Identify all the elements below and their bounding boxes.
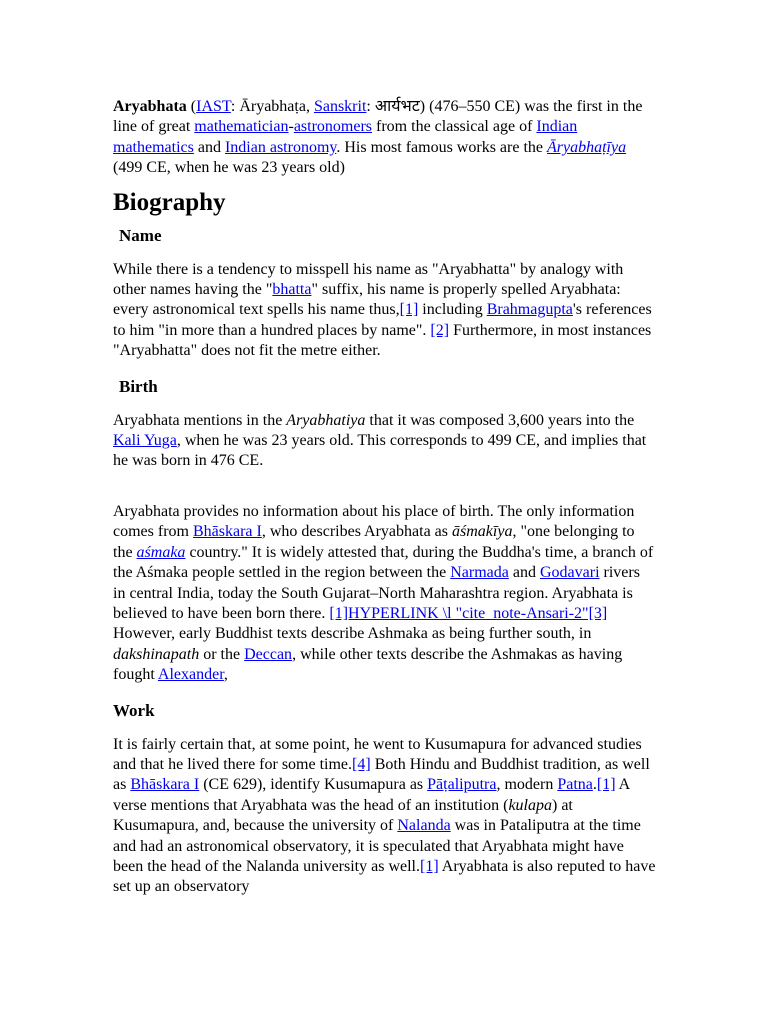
- link-aryabhatiya[interactable]: Āryabhaṭīya: [547, 138, 627, 156]
- text: , when he was 23 years old. This corresponds to 499 CE, and implies that he was born in 476 CE.: [113, 432, 647, 470]
- text: However, early Buddhist texts describe Ashmaka as being further south, in: [113, 625, 592, 643]
- intro-paragraph: [113, 0, 656, 179]
- heading-work: Work: [113, 700, 155, 720]
- text: Aryabhata provides no information about his place of birth. The only information comes from: [113, 502, 635, 541]
- work-paragraph: [113, 735, 656, 898]
- link-alexander[interactable]: Alexander: [157, 666, 224, 684]
- birth-paragraph-2: [113, 502, 656, 686]
- text: and: [508, 564, 540, 582]
- link-asmaka[interactable]: aśmaka: [136, 543, 186, 561]
- link-astronomers[interactable]: astronomers: [293, 118, 373, 136]
- text: While there is a tendency to misspell his name as "Aryabhatta" by analogy with other names having the ": [113, 260, 624, 299]
- ref-link-1[interactable]: [1]: [399, 301, 419, 319]
- link-bhaskara-i[interactable]: Bhāskara I: [192, 523, 262, 541]
- text: Furthermore, in most instances "Aryabhatta" does not fit the metre either.: [113, 321, 652, 360]
- link-pataliputra[interactable]: Pāṭaliputra: [427, 776, 497, 794]
- text: , modern: [496, 776, 558, 794]
- heading-biography: Biography: [113, 188, 226, 216]
- name-paragraph: [113, 260, 656, 362]
- link-iast[interactable]: IAST: [196, 98, 231, 115]
- link-nalanda[interactable]: Nalanda: [397, 817, 451, 835]
- ref-link-1b[interactable]: [1]: [420, 857, 439, 875]
- text: It is fairly certain that, at some point, he went to Kusumapura for advanced studies and that he lived there for some time.: [113, 735, 642, 773]
- text: Both Hindu and Buddhist tradition, as well as: [113, 755, 650, 794]
- text: country." It is widely attested that, during the Buddha's time, a branch of the Aśmaka people settled in the region between the: [113, 543, 654, 582]
- text: . His most famous works are the: [336, 138, 547, 156]
- heading-birth: Birth: [119, 376, 158, 396]
- heading-name: Name: [119, 225, 162, 245]
- link-indian-mathematics[interactable]: Indian mathematics: [113, 118, 578, 156]
- article-subject: Aryabhata: [113, 98, 187, 115]
- link-bhaskara-i-work[interactable]: Bhāskara I: [130, 776, 200, 794]
- link-patna[interactable]: Patna: [557, 776, 593, 794]
- text: : आर्यभट) (476–550 CE) was the first in the line of great: [113, 98, 643, 136]
- text: , who describes Aryabhata as: [261, 523, 453, 541]
- link-sanskrit[interactable]: Sanskrit: [313, 98, 367, 115]
- text: ,: [223, 666, 228, 684]
- text: ) at Kusumapura, and, because the university of: [113, 796, 573, 835]
- link-mathematician[interactable]: mathematician: [194, 118, 289, 136]
- text: (CE 629), identify Kusumapura as: [199, 776, 428, 794]
- italic-kulapa: kulapa: [508, 796, 552, 814]
- text: including: [418, 301, 487, 319]
- text: -: [288, 118, 294, 136]
- link-indian-astronomy[interactable]: Indian astronomy: [224, 138, 337, 156]
- link-deccan[interactable]: Deccan: [244, 645, 293, 663]
- text: Aryabhata is also reputed to have set up an observatory: [113, 857, 656, 896]
- text: " suffix, his name is properly spelled Aryabhata: every astronomical text spells his name thus,: [113, 281, 621, 319]
- link-brahmagupta[interactable]: Brahmagupta: [486, 301, 573, 319]
- text: 's references to him "in more than a hundred places by name".: [113, 301, 652, 339]
- link-bhatta[interactable]: bhatta: [272, 281, 312, 299]
- text: rivers in central India, today the South Gujarat–North Maharashtra region. Aryabhata is believed to have been born there.: [113, 564, 640, 622]
- italic-aryabhatiya: Aryabhatiya: [286, 411, 366, 429]
- text: that it was composed 3,600 years into the: [365, 411, 635, 429]
- text: : Āryabhaṭa,: [230, 98, 314, 115]
- text: and: [193, 138, 225, 156]
- link-kali-yuga[interactable]: Kali Yuga: [113, 432, 177, 450]
- text: A verse mentions that Aryabhata was the head of an institution (: [113, 776, 630, 814]
- text: , "one belonging to the: [113, 523, 635, 561]
- italic-asmakiya: āśmakīya: [452, 523, 513, 541]
- ref-link-1a[interactable]: [1]: [596, 776, 616, 794]
- birth-paragraph-1: [113, 411, 656, 472]
- link-godavari[interactable]: Godavari: [539, 564, 600, 582]
- text: was in Pataliputra at the time and had an astronomical observatory, it is speculated that Aryabhata might have been the head of the Nalanda university as well.: [113, 817, 641, 875]
- text: or the: [199, 645, 245, 663]
- text: from the classical age of: [372, 118, 537, 136]
- ref-link-4[interactable]: [4]: [352, 755, 371, 773]
- text: (499 CE, when he was 23 years old): [113, 159, 345, 177]
- italic-dakshinapath: dakshinapath: [113, 645, 200, 663]
- ref-link-hyperlink[interactable]: [1]HYPERLINK \l "cite_note-Ansari-2"[3]: [329, 604, 608, 622]
- link-narmada[interactable]: Narmada: [450, 564, 509, 582]
- text: , while other texts describe the Ashmakas as having fought: [113, 645, 623, 684]
- ref-link-2[interactable]: [2]: [430, 321, 450, 339]
- text: Aryabhata mentions in the: [113, 411, 287, 429]
- text: .: [592, 776, 597, 794]
- text: (: [186, 98, 197, 115]
